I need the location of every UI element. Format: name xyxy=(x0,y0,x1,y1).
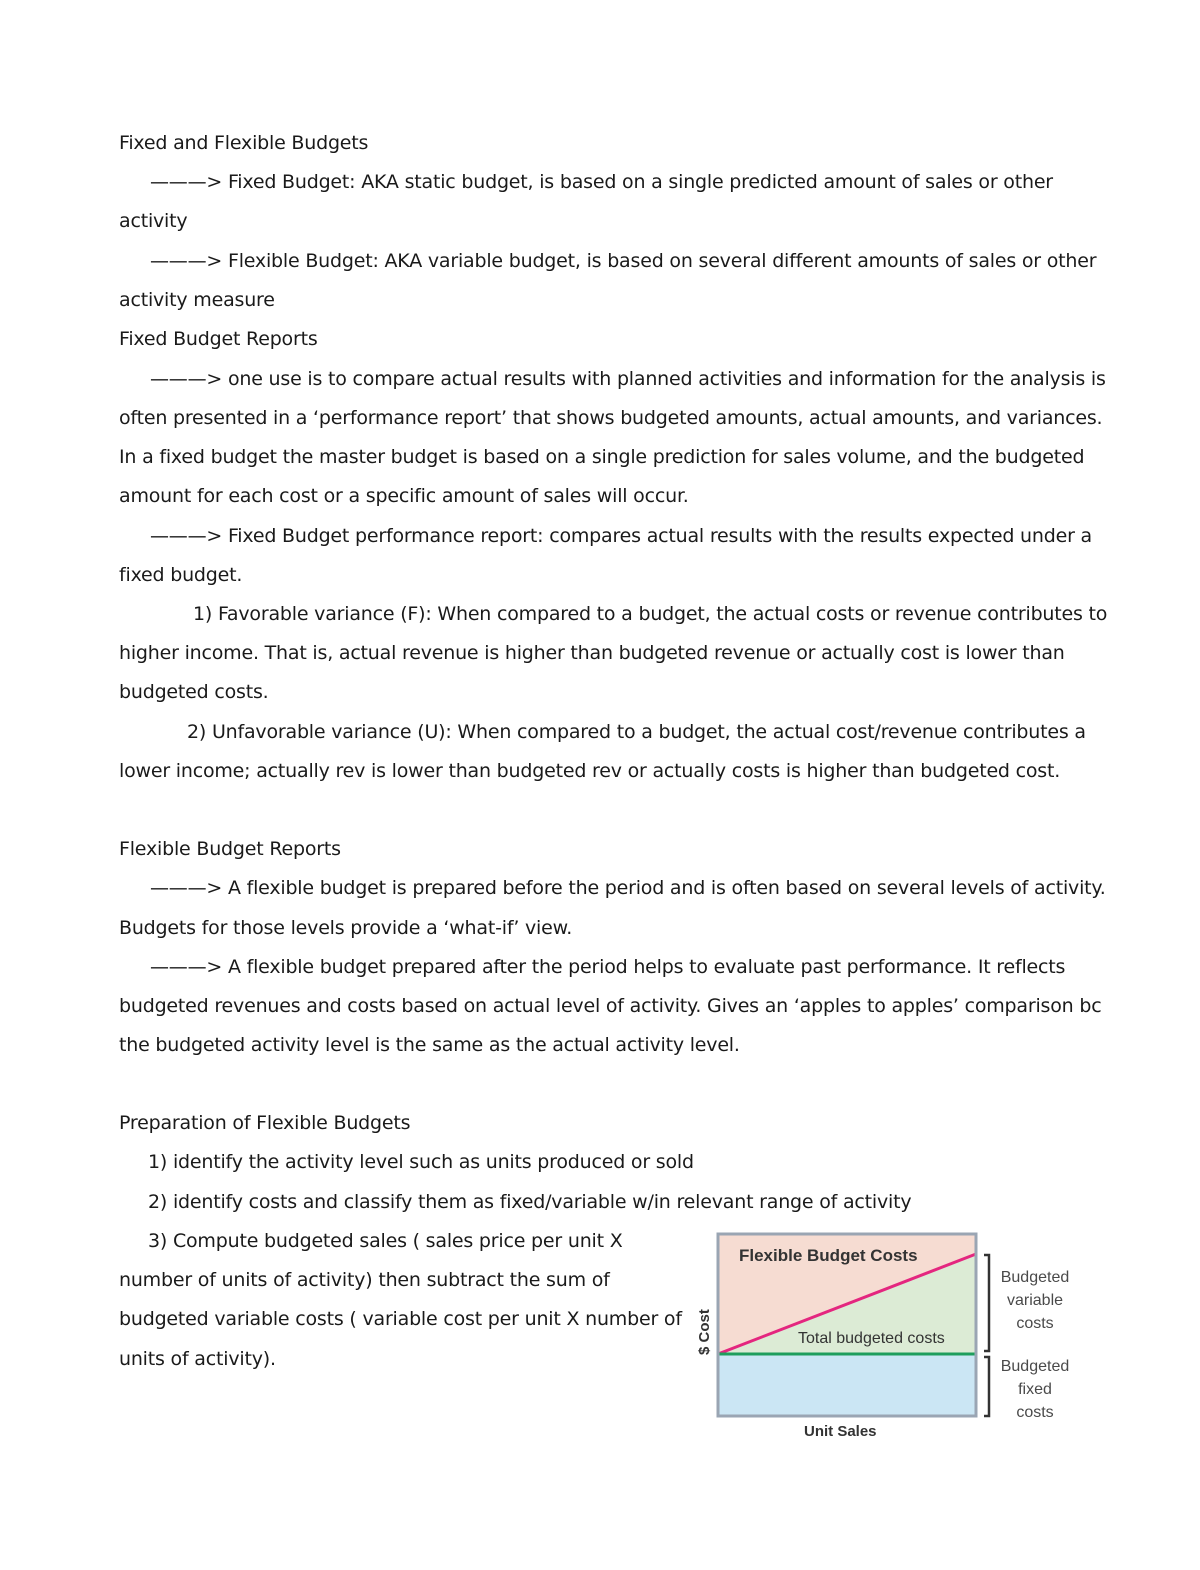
flexible-reports-paragraph2-line3: the budgeted activity level is the same as the actual activity level. xyxy=(119,1034,740,1056)
variable-costs-bracket xyxy=(984,1255,989,1351)
favorable-variance-line2: higher income. That is, actual revenue is higher than budgeted revenue or actually cost is lower than xyxy=(119,642,1065,664)
fixed-costs-label-line3: costs xyxy=(1016,1404,1054,1421)
y-axis-label: $ Cost xyxy=(696,1309,713,1355)
heading-fixed-budget-reports: Fixed Budget Reports xyxy=(119,328,318,350)
variable-costs-label-line1: Budgeted xyxy=(1000,1269,1070,1286)
preparation-step3-line4: units of activity). xyxy=(119,1348,276,1370)
flexible-budget-definition-line1: ———> Flexible Budget: AKA variable budget, is based on several different amounts of sales or other xyxy=(150,250,1097,272)
figure-title: Flexible Budget Costs xyxy=(739,1246,918,1265)
variable-costs-label-line2: variable xyxy=(1006,1292,1064,1309)
flexible-reports-paragraph1-line2: Budgets for those levels provide a ‘what-if’ view. xyxy=(119,917,573,939)
heading-fixed-and-flexible-budgets: Fixed and Flexible Budgets xyxy=(119,132,369,154)
flexible-budget-definition-line2: activity measure xyxy=(119,289,275,311)
preparation-step3-line1: 3) Compute budgeted sales ( sales price per unit X xyxy=(148,1230,623,1252)
flexible-reports-paragraph2-line1: ———> A flexible budget prepared after the period helps to evaluate past performance. It reflects xyxy=(150,956,1066,978)
fixed-costs-label-line2: fixed xyxy=(1018,1381,1052,1398)
fixed-reports-paragraph2-line1: ———> Fixed Budget performance report: compares actual results with the results expected under a xyxy=(150,525,1092,547)
fixed-budget-definition-line2: activity xyxy=(119,210,188,232)
preparation-step1: 1) identify the activity level such as units produced or sold xyxy=(148,1151,694,1173)
preparation-step3-line3: budgeted variable costs ( variable cost per unit X number of xyxy=(119,1308,682,1330)
preparation-step3-line2: number of units of activity) then subtract the sum of xyxy=(119,1269,610,1291)
heading-flexible-budget-reports: Flexible Budget Reports xyxy=(119,838,341,860)
flexible-reports-paragraph1-line1: ———> A flexible budget is prepared before the period and is often based on several levels of activity. xyxy=(150,877,1106,899)
favorable-variance-line3: budgeted costs. xyxy=(119,681,269,703)
heading-preparation-of-flexible-budgets: Preparation of Flexible Budgets xyxy=(119,1112,411,1134)
fixed-reports-paragraph1-line1: ———> one use is to compare actual results with planned activities and information for the analysis is xyxy=(150,368,1106,390)
fixed-costs-bracket xyxy=(984,1357,989,1416)
unfavorable-variance-line1: 2) Unfavorable variance (U): When compared to a budget, the actual cost/revenue contributes a xyxy=(187,721,1086,743)
fixed-reports-paragraph1-line4: amount for each cost or a specific amount of sales will occur. xyxy=(119,485,689,507)
fixed-reports-paragraph1-line2: often presented in a ‘performance report’ that shows budgeted amounts, actual amounts, and variances. xyxy=(119,407,1103,429)
flexible-budget-costs-diagram xyxy=(692,1228,1092,1444)
fixed-budget-definition-line1: ———> Fixed Budget: AKA static budget, is based on a single predicted amount of sales or other xyxy=(150,171,1053,193)
flexible-budget-costs-figure xyxy=(692,1228,1092,1444)
fixed-costs-label-line1: Budgeted xyxy=(1000,1358,1070,1375)
fixed-reports-paragraph1-line3: In a fixed budget the master budget is based on a single prediction for sales volume, and the budgeted xyxy=(119,446,1085,468)
preparation-step2: 2) identify costs and classify them as fixed/variable w/in relevant range of activity xyxy=(148,1191,912,1213)
fixed-reports-paragraph2-line2: fixed budget. xyxy=(119,564,243,586)
fixed-cost-region xyxy=(718,1354,976,1416)
line-label-total-budgeted-costs: Total budgeted costs xyxy=(798,1330,945,1347)
x-axis-label: Unit Sales xyxy=(804,1423,877,1440)
favorable-variance-line1: 1) Favorable variance (F): When compared to a budget, the actual costs or revenue contributes to xyxy=(193,603,1108,625)
variable-costs-label-line3: costs xyxy=(1016,1315,1054,1332)
unfavorable-variance-line2: lower income; actually rev is lower than budgeted rev or actually costs is higher than budgeted cost. xyxy=(119,760,1061,782)
flexible-reports-paragraph2-line2: budgeted revenues and costs based on actual level of activity. Gives an ‘apples to apples’ comparison bc xyxy=(119,995,1102,1017)
